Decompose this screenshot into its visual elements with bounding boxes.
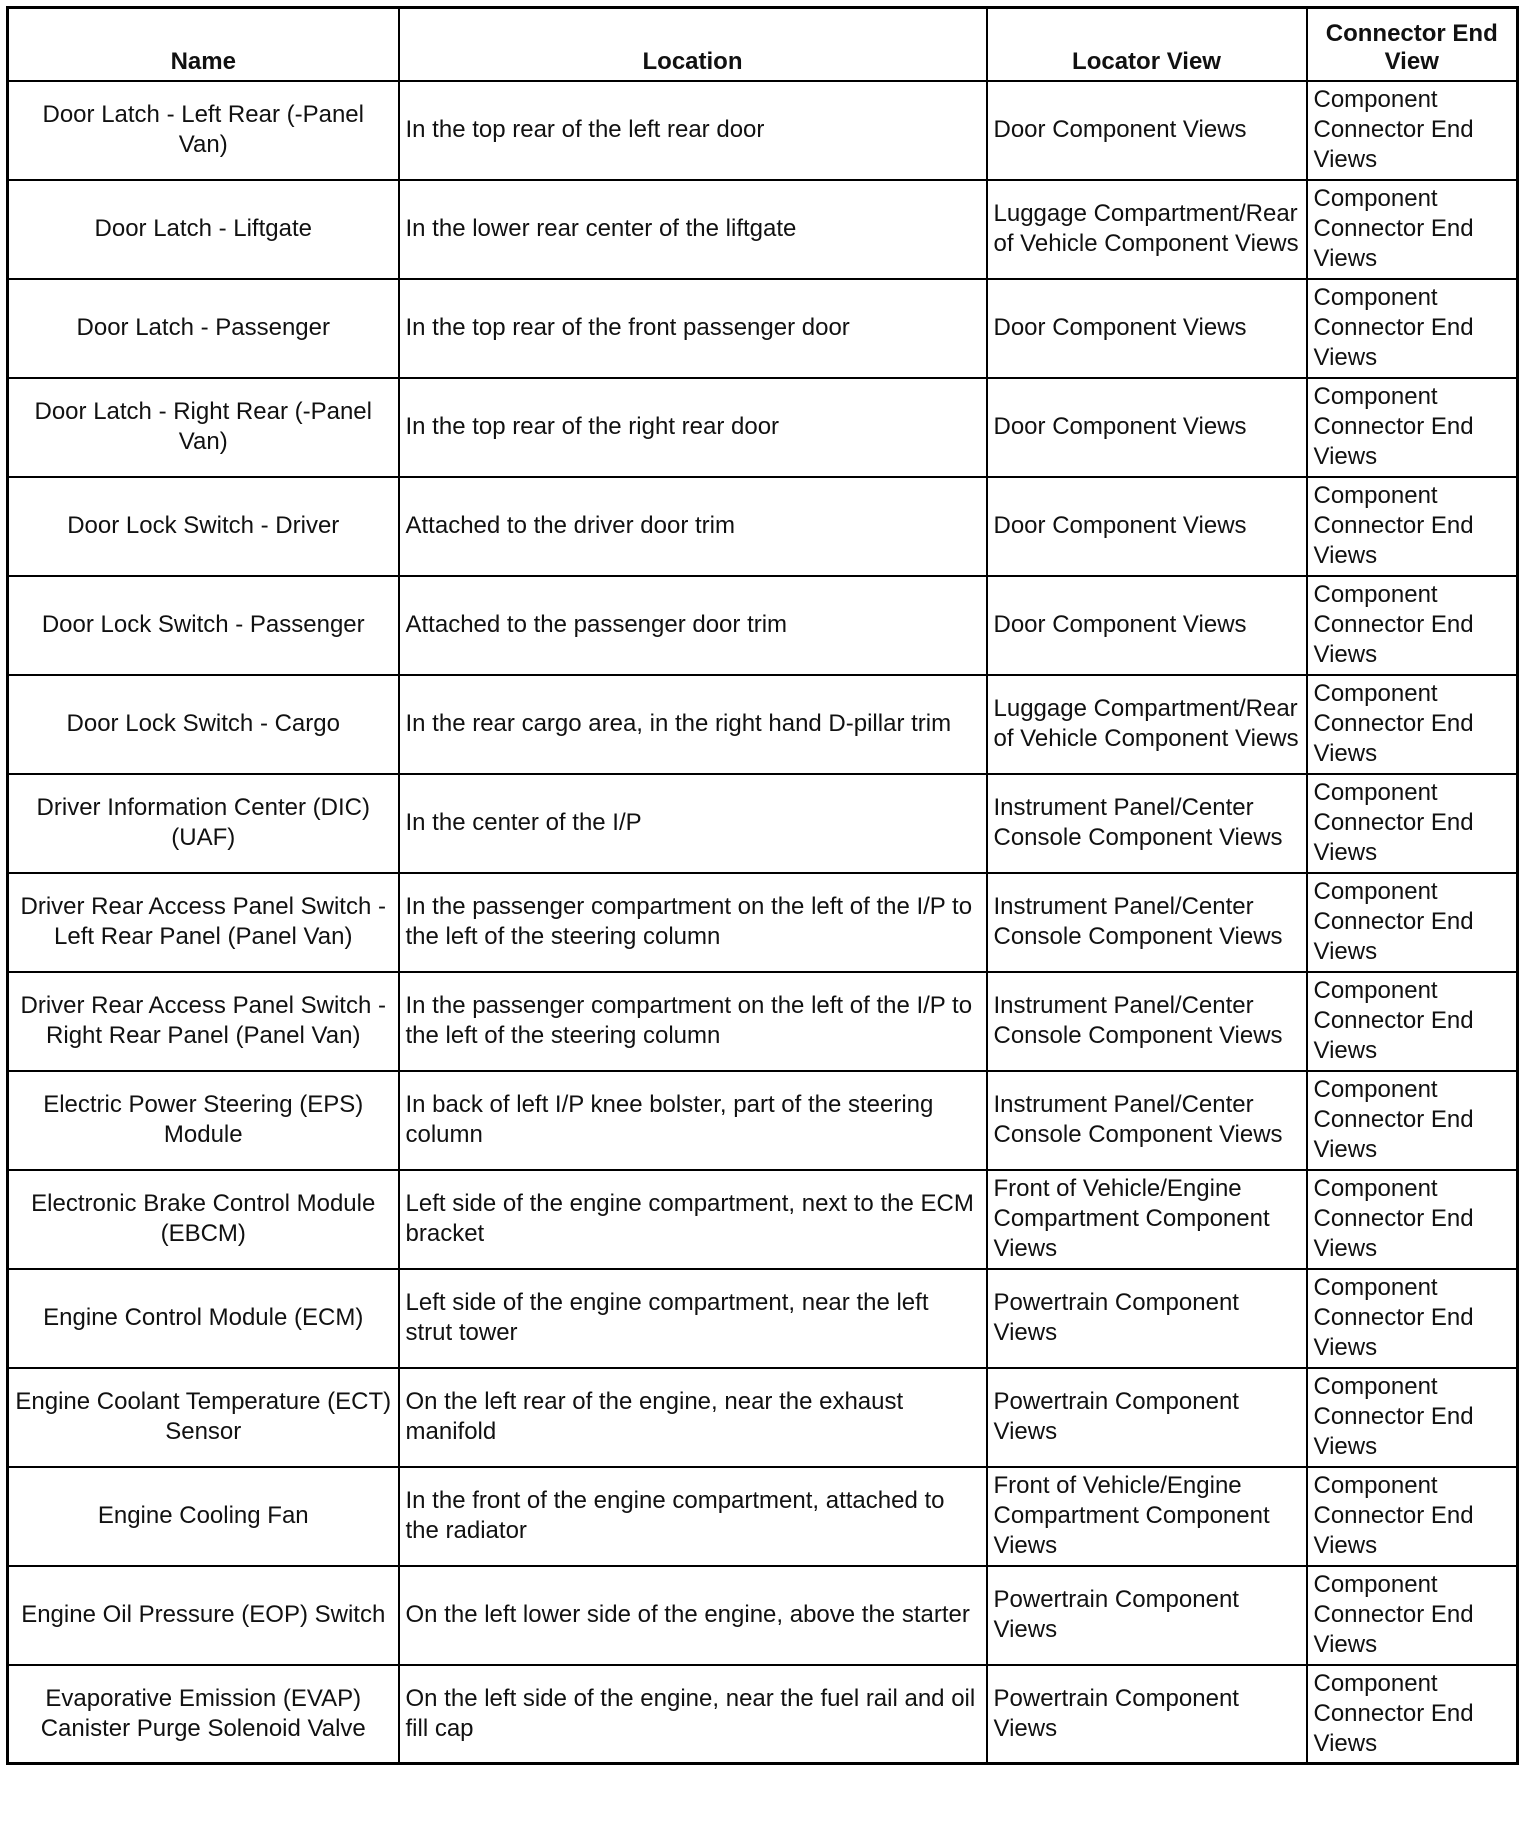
cell-name: Engine Coolant Temperature (ECT) Sensor: [8, 1368, 399, 1467]
table-row: [8, 576, 1518, 675]
cell-locator-view: Front of Vehicle/Engine Compartment Component Views: [987, 1170, 1307, 1269]
cell-name: Driver Rear Access Panel Switch - Left Rear Panel (Panel Van): [8, 873, 399, 972]
cell-name: Door Lock Switch - Cargo: [8, 675, 399, 774]
header-row: [8, 8, 1518, 81]
table-row: [8, 1368, 1518, 1467]
cell-locator-view: Powertrain Component Views: [987, 1665, 1307, 1764]
component-locator-table: [6, 6, 1519, 1765]
cell-location: On the left side of the engine, near the fuel rail and oil fill cap: [399, 1665, 987, 1764]
cell-name: Electronic Brake Control Module (EBCM): [8, 1170, 399, 1269]
header-connector-end-view: Connector End View: [1307, 8, 1518, 81]
cell-locator-view: Front of Vehicle/Engine Compartment Component Views: [987, 1467, 1307, 1566]
cell-locator-view: Instrument Panel/Center Console Component Views: [987, 873, 1307, 972]
cell-connector-end-view: Component Connector End Views: [1307, 279, 1518, 378]
table-row: [8, 774, 1518, 873]
cell-name: Engine Oil Pressure (EOP) Switch: [8, 1566, 399, 1665]
cell-location: In the lower rear center of the liftgate: [399, 180, 987, 279]
cell-location: In the top rear of the left rear door: [399, 81, 987, 180]
cell-locator-view: Powertrain Component Views: [987, 1566, 1307, 1665]
cell-locator-view: Instrument Panel/Center Console Component Views: [987, 1071, 1307, 1170]
table-row: [8, 1665, 1518, 1764]
cell-location: In the rear cargo area, in the right hand D-pillar trim: [399, 675, 987, 774]
table-row: [8, 1269, 1518, 1368]
header-name: Name: [8, 8, 399, 81]
cell-location: On the left rear of the engine, near the exhaust manifold: [399, 1368, 987, 1467]
cell-connector-end-view: Component Connector End Views: [1307, 1665, 1518, 1764]
cell-location: Attached to the driver door trim: [399, 477, 987, 576]
cell-connector-end-view: Component Connector End Views: [1307, 81, 1518, 180]
table-row: [8, 1071, 1518, 1170]
cell-location: In the top rear of the front passenger door: [399, 279, 987, 378]
cell-location: Left side of the engine compartment, next to the ECM bracket: [399, 1170, 987, 1269]
table-header: [8, 8, 1518, 81]
header-location: Location: [399, 8, 987, 81]
cell-name: Evaporative Emission (EVAP) Canister Purge Solenoid Valve: [8, 1665, 399, 1764]
cell-location: Attached to the passenger door trim: [399, 576, 987, 675]
header-locator-view: Locator View: [987, 8, 1307, 81]
table-row: [8, 1467, 1518, 1566]
cell-name: Driver Rear Access Panel Switch - Right Rear Panel (Panel Van): [8, 972, 399, 1071]
cell-name: Door Latch - Left Rear (-Panel Van): [8, 81, 399, 180]
cell-locator-view: Door Component Views: [987, 576, 1307, 675]
cell-location: In the passenger compartment on the left of the I/P to the left of the steering column: [399, 873, 987, 972]
cell-connector-end-view: Component Connector End Views: [1307, 675, 1518, 774]
cell-connector-end-view: Component Connector End Views: [1307, 873, 1518, 972]
cell-name: Engine Cooling Fan: [8, 1467, 399, 1566]
cell-name: Electric Power Steering (EPS) Module: [8, 1071, 399, 1170]
cell-connector-end-view: Component Connector End Views: [1307, 180, 1518, 279]
cell-name: Door Latch - Right Rear (-Panel Van): [8, 378, 399, 477]
table-row: [8, 279, 1518, 378]
cell-connector-end-view: Component Connector End Views: [1307, 1269, 1518, 1368]
cell-name: Door Latch - Liftgate: [8, 180, 399, 279]
cell-location: In the top rear of the right rear door: [399, 378, 987, 477]
cell-locator-view: Door Component Views: [987, 378, 1307, 477]
cell-locator-view: Door Component Views: [987, 81, 1307, 180]
cell-locator-view: Door Component Views: [987, 279, 1307, 378]
table-row: [8, 1566, 1518, 1665]
table-body: [8, 81, 1518, 1764]
cell-connector-end-view: Component Connector End Views: [1307, 1467, 1518, 1566]
table-row: [8, 81, 1518, 180]
cell-locator-view: Instrument Panel/Center Console Component Views: [987, 774, 1307, 873]
cell-locator-view: Luggage Compartment/Rear of Vehicle Component Views: [987, 180, 1307, 279]
cell-name: Driver Information Center (DIC) (UAF): [8, 774, 399, 873]
cell-location: In the passenger compartment on the left of the I/P to the left of the steering column: [399, 972, 987, 1071]
cell-name: Engine Control Module (ECM): [8, 1269, 399, 1368]
cell-locator-view: Powertrain Component Views: [987, 1269, 1307, 1368]
cell-locator-view: Door Component Views: [987, 477, 1307, 576]
cell-locator-view: Luggage Compartment/Rear of Vehicle Component Views: [987, 675, 1307, 774]
table-row: [8, 180, 1518, 279]
cell-connector-end-view: Component Connector End Views: [1307, 477, 1518, 576]
cell-connector-end-view: Component Connector End Views: [1307, 774, 1518, 873]
cell-location: On the left lower side of the engine, above the starter: [399, 1566, 987, 1665]
cell-connector-end-view: Component Connector End Views: [1307, 576, 1518, 675]
table-row: [8, 1170, 1518, 1269]
cell-location: In back of left I/P knee bolster, part of the steering column: [399, 1071, 987, 1170]
cell-connector-end-view: Component Connector End Views: [1307, 1566, 1518, 1665]
cell-connector-end-view: Component Connector End Views: [1307, 972, 1518, 1071]
cell-connector-end-view: Component Connector End Views: [1307, 378, 1518, 477]
table-row: [8, 873, 1518, 972]
cell-location: In the center of the I/P: [399, 774, 987, 873]
cell-connector-end-view: Component Connector End Views: [1307, 1368, 1518, 1467]
table-row: [8, 477, 1518, 576]
cell-location: Left side of the engine compartment, near the left strut tower: [399, 1269, 987, 1368]
cell-locator-view: Instrument Panel/Center Console Component Views: [987, 972, 1307, 1071]
cell-name: Door Lock Switch - Driver: [8, 477, 399, 576]
table-row: [8, 972, 1518, 1071]
table-row: [8, 675, 1518, 774]
cell-locator-view: Powertrain Component Views: [987, 1368, 1307, 1467]
table-row: [8, 378, 1518, 477]
cell-connector-end-view: Component Connector End Views: [1307, 1071, 1518, 1170]
cell-name: Door Latch - Passenger: [8, 279, 399, 378]
cell-connector-end-view: Component Connector End Views: [1307, 1170, 1518, 1269]
cell-name: Door Lock Switch - Passenger: [8, 576, 399, 675]
cell-location: In the front of the engine compartment, attached to the radiator: [399, 1467, 987, 1566]
